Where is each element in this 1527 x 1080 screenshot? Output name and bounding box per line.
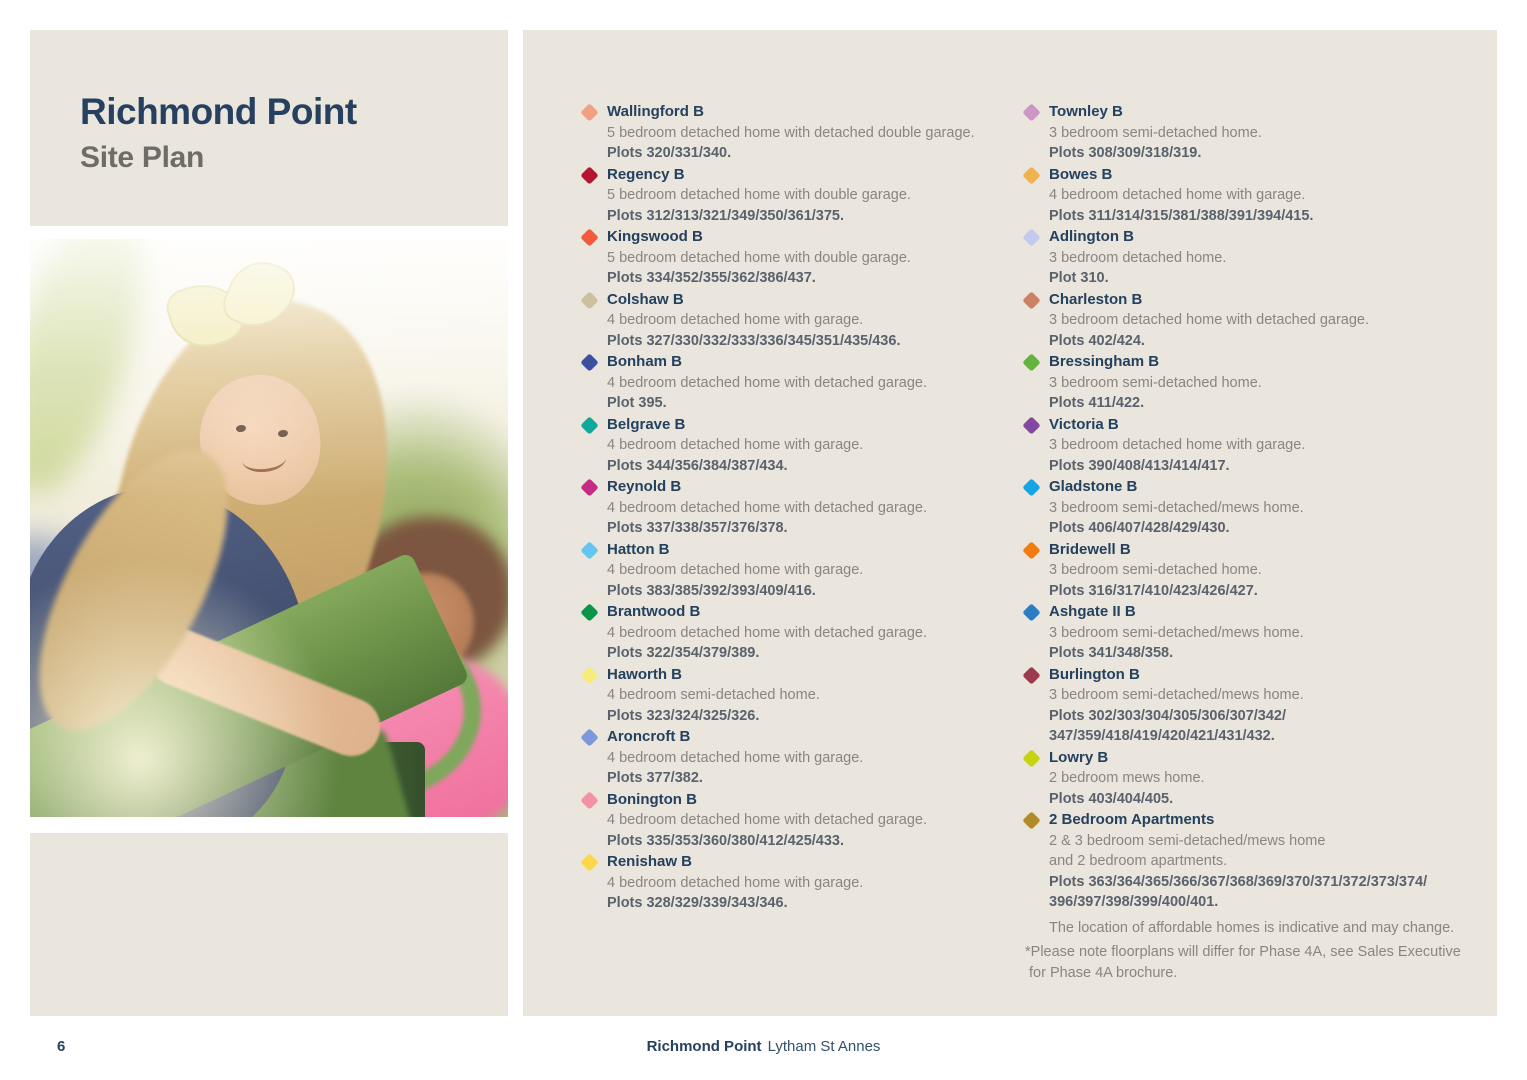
diamond-icon [580, 603, 598, 621]
legend-item-description: 3 bedroom semi-detached home. [1049, 374, 1262, 391]
legend-item [580, 102, 1010, 164]
legend-item-text [1049, 227, 1490, 289]
legend-item-description: 5 bedroom detached home with double garage. [607, 187, 911, 203]
legend-item-name: Townley B [1049, 103, 1123, 120]
legend-item [1022, 602, 1490, 664]
diamond-icon-wrap [1022, 540, 1049, 602]
legend-item-plots: Plots 337/338/357/376/378. [607, 520, 788, 536]
legend-item-description: 2 bedroom mews home. [1049, 770, 1205, 786]
diamond-icon-wrap [580, 352, 607, 414]
legend-item-text [1049, 602, 1490, 664]
diamond-icon [1022, 353, 1040, 371]
diamond-icon-wrap [580, 852, 607, 914]
bottom-spacer-block [30, 833, 508, 1016]
legend-item-text [607, 102, 1010, 164]
diamond-icon-wrap [1022, 352, 1049, 414]
legend-item-plots: Plots 322/354/379/389. [607, 645, 760, 661]
diamond-icon-wrap [580, 665, 607, 727]
legend-item [1022, 415, 1490, 477]
legend-item-plots: Plots 316/317/410/423/426/427. [1049, 582, 1258, 599]
diamond-icon-wrap [1022, 290, 1049, 352]
legend-item-text [1049, 748, 1490, 810]
diamond-icon-wrap [580, 790, 607, 852]
diamond-icon [1022, 541, 1040, 559]
legend-item-name: Adlington B [1049, 228, 1134, 245]
diamond-icon [580, 666, 598, 684]
diamond-icon [1022, 749, 1040, 767]
diamond-icon [1022, 228, 1040, 246]
legend-item-name: Colshaw B [607, 290, 684, 308]
legend-item [580, 290, 1010, 352]
legend-item-description: 4 bedroom detached home with garage. [607, 874, 864, 891]
diamond-icon [1022, 478, 1040, 496]
legend-item-text [1049, 540, 1490, 602]
legend-item [580, 665, 1010, 727]
legend-item [580, 352, 1010, 414]
legend-item-text [1049, 415, 1490, 477]
legend-item-description: 3 bedroom semi-detached/mews home. [1049, 687, 1304, 703]
legend-item-name: Aroncroft B [607, 728, 691, 745]
legend-item-name: Burlington B [1049, 665, 1140, 683]
diamond-icon-wrap [1022, 748, 1049, 810]
legend-item-plots: Plots 302/303/304/305/306/307/342/ [1049, 707, 1287, 724]
diamond-icon-wrap [1022, 165, 1049, 227]
legend-item-plots: Plots 308/309/318/319. [1049, 145, 1202, 161]
diamond-icon [580, 853, 598, 871]
diamond-icon-wrap [1022, 810, 1049, 938]
legend-item-plots: Plots 334/352/355/362/386/437. [607, 270, 816, 286]
legend-item-text [607, 602, 1010, 664]
diamond-icon [580, 541, 598, 559]
legend-item-plots: Plots 323/324/325/326. [607, 707, 760, 724]
diamond-icon [580, 103, 598, 121]
legend-item-plots: Plots 328/329/339/343/346. [607, 895, 788, 911]
legend-item-name: Renishaw B [607, 853, 693, 870]
diamond-icon [1022, 603, 1040, 621]
legend-item-plots: Plots 320/331/340. [607, 145, 732, 161]
legend-item [1022, 352, 1490, 414]
diamond-icon [580, 291, 598, 309]
legend-item [1022, 810, 1490, 938]
legend-item-description: 3 bedroom semi-detached home. [1049, 124, 1262, 141]
legend-item-name: Ashgate II B [1049, 603, 1136, 620]
legend-item-plots: Plot 395. [607, 395, 667, 411]
legend-item-plots: Plots 335/353/360/380/412/425/433. [607, 832, 845, 849]
legend-item [580, 415, 1010, 477]
title-block [30, 30, 508, 226]
diamond-icon [580, 728, 598, 746]
legend-item-text [1049, 477, 1490, 539]
legend-item-plots: Plots 402/424. [1049, 332, 1145, 349]
legend-column-1 [580, 102, 1010, 915]
legend-item-text [607, 665, 1010, 727]
legend-item-description: 4 bedroom detached home with garage. [607, 312, 864, 328]
legend-item-name: Haworth B [607, 665, 682, 683]
diamond-icon [580, 416, 598, 434]
legend-item-description: 3 bedroom semi-detached home. [1049, 562, 1262, 578]
diamond-icon [580, 353, 598, 371]
legend-item [1022, 102, 1490, 164]
diamond-icon-wrap [580, 727, 607, 789]
legend-item-plots: Plot 310. [1049, 270, 1109, 286]
legend-item-text [607, 290, 1010, 352]
legend-item-name: Charleston B [1049, 290, 1143, 308]
diamond-icon-wrap [580, 102, 607, 164]
legend-item-text [607, 477, 1010, 539]
legend-item-text [1049, 290, 1490, 352]
legend-item-description: 3 bedroom semi-detached/mews home. [1049, 499, 1304, 516]
legend-item-plots: Plots 312/313/321/349/350/361/375. [607, 207, 845, 224]
legend-item-name: Hatton B [607, 540, 670, 558]
legend-item-text [607, 352, 1010, 414]
legend-item-description: 4 bedroom detached home with garage. [607, 562, 864, 578]
legend-item-description: 4 bedroom detached home with garage. [1049, 187, 1306, 203]
legend-item [1022, 540, 1490, 602]
legend-item-name: Gladstone B [1049, 478, 1138, 495]
footnote-line-1: *Please note floorplans will differ for Phase 4A, see Sales Executive [1025, 944, 1461, 960]
diamond-icon-wrap [1022, 477, 1049, 539]
photo-children-playground [30, 239, 508, 817]
footer-location: Lytham St Annes [767, 1038, 881, 1055]
diamond-icon-wrap [1022, 227, 1049, 289]
legend-item-description: 3 bedroom semi-detached/mews home. [1049, 624, 1304, 641]
legend-item-note: The location of affordable homes is indicative and may change. [1049, 919, 1455, 936]
legend-item [580, 540, 1010, 602]
legend-item [1022, 290, 1490, 352]
legend-item [1022, 477, 1490, 539]
legend-item-plots: Plots 341/348/358. [1049, 645, 1174, 661]
diamond-icon [1022, 291, 1040, 309]
legend-item-plots: Plots 344/356/384/387/434. [607, 457, 788, 474]
site-plan-legend-panel [523, 30, 1497, 1016]
legend-item-name: Kingswood B [607, 228, 703, 245]
legend-item-description: 3 bedroom detached home with garage. [1049, 437, 1306, 453]
legend-item [580, 727, 1010, 789]
legend-item-plots: Plots 406/407/428/429/430. [1049, 520, 1230, 536]
legend-item-plots: Plots 403/404/405. [1049, 790, 1174, 807]
legend-item-name: Victoria B [1049, 415, 1119, 433]
legend-item-plots: Plots 390/408/413/414/417. [1049, 457, 1230, 474]
diamond-icon [1022, 166, 1040, 184]
page-number: 6 [57, 1038, 66, 1055]
diamond-icon [1022, 103, 1040, 121]
legend-item [1022, 227, 1490, 289]
legend-item-description: 3 bedroom detached home with detached garage. [1049, 312, 1370, 328]
diamond-icon [580, 228, 598, 246]
diamond-icon [1022, 666, 1040, 684]
legend-item-text [1049, 665, 1490, 747]
legend-item-description: 4 bedroom semi-detached home. [607, 687, 820, 703]
legend-item-description: 4 bedroom detached home with detached garage. [607, 624, 928, 641]
legend-item-name: Wallingford B [607, 103, 704, 120]
legend-item-description: 4 bedroom detached home with detached garage. [607, 812, 928, 828]
legend-item-text [607, 790, 1010, 852]
legend-item-name: Regency B [607, 165, 685, 183]
footnote-line-2: for Phase 4A brochure. [1029, 965, 1178, 981]
diamond-icon [1022, 811, 1040, 829]
diamond-icon [580, 791, 598, 809]
diamond-icon-wrap [580, 227, 607, 289]
legend-item-text [1049, 352, 1490, 414]
diamond-icon-wrap [1022, 665, 1049, 747]
legend-item [580, 227, 1010, 289]
legend-item-description: and 2 bedroom apartments. [1049, 853, 1228, 869]
diamond-icon-wrap [580, 477, 607, 539]
legend-item-description: 2 & 3 bedroom semi-detached/mews home [1049, 832, 1326, 849]
page-title: Richmond Point [80, 91, 357, 132]
legend-item [580, 602, 1010, 664]
legend-item-text [607, 227, 1010, 289]
legend-item-plots: Plots 311/314/315/381/388/391/394/415. [1049, 207, 1314, 224]
legend-item-text [607, 165, 1010, 227]
legend-item-plots: Plots 377/382. [607, 770, 703, 786]
legend-item-text [607, 727, 1010, 789]
legend-item-description: 3 bedroom detached home. [1049, 249, 1227, 266]
diamond-icon-wrap [1022, 602, 1049, 664]
legend-item-text [607, 415, 1010, 477]
legend-item-plots: Plots 411/422. [1049, 395, 1145, 411]
legend-item-plots: 347/359/418/419/420/421/431/432. [1049, 728, 1275, 744]
legend-item-text [1049, 102, 1490, 164]
footer-brand: Richmond Point [646, 1038, 762, 1055]
legend-item-description: 5 bedroom detached home with double garage. [607, 249, 911, 266]
legend-item-text [607, 540, 1010, 602]
footer-brand-line [0, 1038, 1527, 1055]
legend-item [580, 165, 1010, 227]
legend-item [1022, 165, 1490, 227]
diamond-icon-wrap [580, 415, 607, 477]
legend-item-name: Bonington B [607, 790, 697, 808]
legend-item-name: Bressingham B [1049, 353, 1160, 370]
legend-item-description: 4 bedroom detached home with garage. [607, 749, 864, 766]
diamond-icon-wrap [580, 165, 607, 227]
legend-item-text [607, 852, 1010, 914]
legend-item-plots: Plots 327/330/332/333/336/345/351/435/436. [607, 332, 901, 349]
legend-item-description: 4 bedroom detached home with garage. [607, 437, 864, 453]
legend-item-text [1049, 810, 1490, 938]
legend-item-plots: Plots 363/364/365/366/367/368/369/370/371/372/373/374/ [1049, 873, 1428, 890]
legend-item-name: Bonham B [607, 353, 682, 370]
legend-item [580, 477, 1010, 539]
legend-item-name: 2 Bedroom Apartments [1049, 811, 1215, 828]
phase-4a-footnote [1025, 942, 1490, 984]
legend-item-description: 5 bedroom detached home with detached double garage. [607, 124, 975, 141]
diamond-icon-wrap [580, 290, 607, 352]
legend-item-description: 4 bedroom detached home with detached garage. [607, 374, 928, 391]
diamond-icon-wrap [1022, 102, 1049, 164]
diamond-icon-wrap [580, 540, 607, 602]
diamond-icon [580, 478, 598, 496]
legend-item-name: Bowes B [1049, 165, 1113, 183]
legend-item-name: Reynold B [607, 478, 682, 495]
legend-item-name: Lowry B [1049, 748, 1109, 766]
photo-white-wash [30, 239, 508, 817]
legend-item [1022, 748, 1490, 810]
legend-item-plots: Plots 383/385/392/393/409/416. [607, 582, 816, 599]
legend-item-description: 4 bedroom detached home with detached garage. [607, 499, 928, 516]
legend-column-2 [1022, 102, 1490, 984]
legend-item-name: Bridewell B [1049, 540, 1131, 558]
legend-item [580, 852, 1010, 914]
legend-item-text [1049, 165, 1490, 227]
legend-item-plots: 396/397/398/399/400/401. [1049, 894, 1219, 910]
legend-item [580, 790, 1010, 852]
legend-item-name: Belgrave B [607, 415, 686, 433]
diamond-icon-wrap [1022, 415, 1049, 477]
legend-item [1022, 665, 1490, 747]
page-subtitle: Site Plan [80, 141, 205, 174]
legend-item-name: Brantwood B [607, 603, 701, 620]
diamond-icon-wrap [580, 602, 607, 664]
diamond-icon [1022, 416, 1040, 434]
diamond-icon [580, 166, 598, 184]
